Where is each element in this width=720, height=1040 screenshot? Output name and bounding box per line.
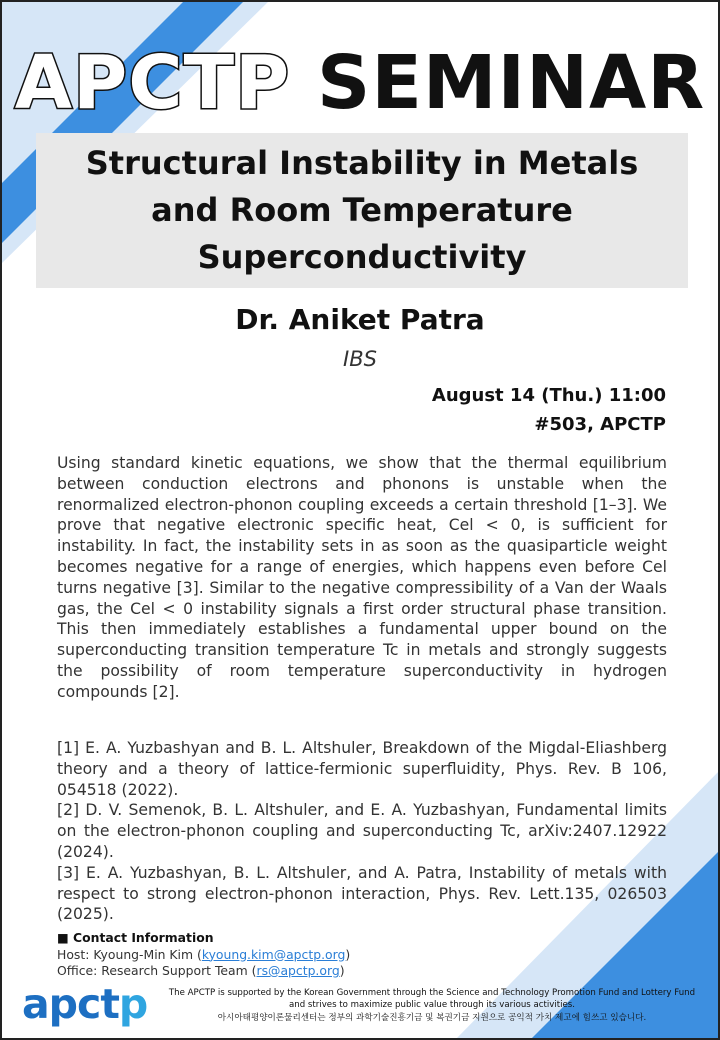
header-apctp-word: APCTP [14,40,291,126]
reference-item: [2] D. V. Semenok, B. L. Altshuler, and E. A. Yuzbashyan, Fundamental limits on the electron-phonon coupling and superconducting Tc, arXiv:2407.12922 (2024). [57,801,667,861]
contact-information [57,930,350,980]
schedule [432,381,666,439]
speaker-name: Dr. Aniket Patra [235,303,485,336]
host-email-link[interactable]: kyoung.kim@apctp.org [201,946,346,962]
host-line [57,947,350,964]
location: #503, APCTP [534,414,666,435]
talk-title-line: and Room Temperature [151,191,573,229]
talk-title-line: Superconductivity [197,238,527,276]
support-statement [162,987,702,1024]
contact-heading: ■ Contact Information [57,930,214,945]
host-label: Host: Kyoung-Min Kim ( [57,946,202,962]
reference-item: [3] E. A. Yuzbashyan, B. L. Altshuler, and A. Patra, Instability of metals with respect to strong electron-phonon interaction, Phys. Rev. Lett.135, 026503 (2025). [57,863,667,924]
date-time: August 14 (Thu.) 11:00 [431,385,666,406]
apctp-logo [22,982,147,1026]
header-seminar-word: SEMINAR [317,40,706,126]
office-email-link[interactable]: rs@apctp.org [256,963,340,978]
title-box [36,133,688,288]
reference-item: [1] E. A. Yuzbashyan and B. L. Altshuler, Breakdown of the Migdal-Eliashberg theory and a theory of lattice-fermionic superfluidity, Phys. Rev. B 106, 054518 (2022). [57,739,667,799]
office-line [57,963,350,980]
logo-text: apct [22,980,119,1028]
poster-header [0,38,720,128]
logo-accent-letter: p [118,980,148,1028]
support-line-korean: 아시아태평양이론물리센터는 정부의 과학기술진흥기금 및 복권기금 지원으로 공익적 가치 제고에 힘쓰고 있습니다. [217,1012,647,1023]
abstract: Using standard kinetic equations, we show that the thermal equilibrium between conduction electrons and phonons is unstable when the renormalized electron-phonon coupling exceeds a certain threshold [1–3]. We prove that negative electronic specific heat, Cel < 0, is sufficient for instability. In fact, the instability sets in as soon as the quasiparticle weight becomes negative for a range of energies, which happens even before Cel turns negative [3]. Similar to the negative compressibility of a Van der Waals gas, the Cel < 0 instability signals a first order structural phase transition. This then immediately establishes a fundamental upper bound on the superconducting transition temperature Tc in metals and strongly suggests the possibility of room temperature superconductivity in hydrogen compounds [2]. [57,454,667,701]
host-close: ) [345,946,351,962]
office-close: ) [339,963,345,978]
talk-title-line: Structural Instability in Metals [85,144,639,182]
support-line-1: The APCTP is supported by the Korean Government through the Science and Technology Promotion Fund and Lottery Fund [168,988,696,998]
speaker-affiliation: IBS [343,347,377,371]
office-label: Office: Research Support Team ( [57,963,257,978]
references [57,738,667,925]
support-line-2: and strives to maximize public value through its various activities. [289,1000,575,1011]
talk-title [52,140,672,281]
